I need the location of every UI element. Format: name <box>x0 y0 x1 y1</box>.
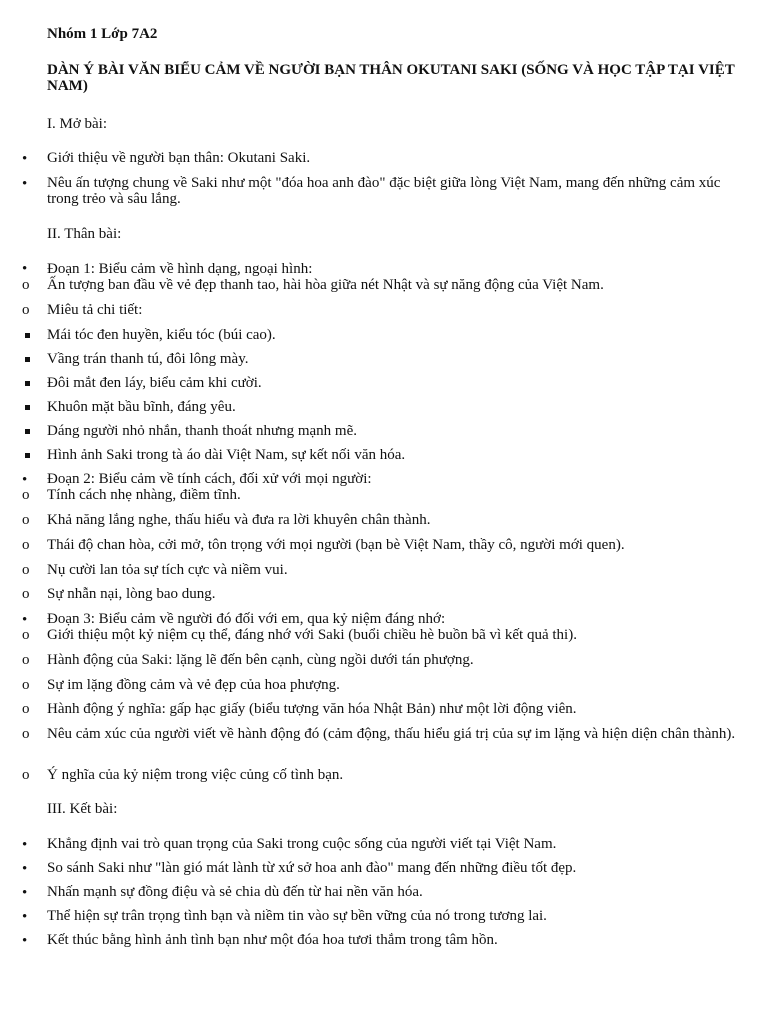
para2-sub-item: Thái độ chan hòa, cởi mở, tôn trọng với mọi người (bạn bè Việt Nam, thầy cô, người mới quen). <box>47 537 625 553</box>
bullet-disc-marker <box>22 472 36 488</box>
para3-sub-item: Nêu cảm xúc của người viết về hành động đó (cảm động, thấu hiểu giá trị của sự im lặng và hiện diện chân thành). <box>47 726 736 742</box>
para1-sub-item: Ấn tượng ban đầu về vẻ đẹp thanh tao, hài hòa giữa nét Nhật và sự năng động của Việt Nam. <box>47 277 604 293</box>
section-heading-intro: I. Mở bài: <box>47 116 108 132</box>
bullet-circle-marker <box>22 726 36 742</box>
bullet-disc-marker <box>22 861 36 877</box>
para3-sub-item: Ý nghĩa của kỷ niệm trong việc củng cố tình bạn. <box>47 767 344 783</box>
conclusion-item: Nhấn mạnh sự đồng điệu và sẻ chia dù đến từ hai nền văn hóa. <box>47 884 423 900</box>
bullet-disc-marker <box>22 933 36 949</box>
conclusion-item: Khẳng định vai trò quan trọng của Saki trong cuộc sống của người viết tại Việt Nam. <box>47 836 557 852</box>
para1-detail: Mái tóc đen huyền, kiểu tóc (búi cao). <box>47 327 276 343</box>
bullet-circle-marker <box>22 586 36 602</box>
para2-sub-item: Khả năng lắng nghe, thấu hiểu và đưa ra lời khuyên chân thành. <box>47 512 431 528</box>
para3-sub-item: Sự im lặng đồng cảm và vẻ đẹp của hoa phượng. <box>47 677 340 693</box>
section-heading-body: II. Thân bài: <box>47 226 122 242</box>
para2-label: Đoạn 2: Biểu cảm về tính cách, đối xử với mọi người: <box>47 471 372 487</box>
bullet-square-marker <box>25 333 30 338</box>
bullet-square-marker <box>25 357 30 362</box>
bullet-square-marker <box>25 453 30 458</box>
para1-label: Đoạn 1: Biểu cảm về hình dạng, ngoại hình: <box>47 261 313 277</box>
bullet-circle-marker <box>22 512 36 528</box>
intro-item: Giới thiệu về người bạn thân: Okutani Saki. <box>47 150 311 166</box>
bullet-circle-marker <box>22 562 36 578</box>
bullet-circle-marker <box>22 677 36 693</box>
para2-sub-item: Tính cách nhẹ nhàng, điềm tĩnh. <box>47 487 241 503</box>
para1-detail: Hình ảnh Saki trong tà áo dài Việt Nam, sự kết nối văn hóa. <box>47 447 406 463</box>
para1-detail: Dáng người nhỏ nhắn, thanh thoát nhưng mạnh mẽ. <box>47 423 357 439</box>
para1-detail: Khuôn mặt bầu bĩnh, đáng yêu. <box>47 399 236 415</box>
conclusion-item: So sánh Saki như "làn gió mát lành từ xứ sở hoa anh đào" mang đến những điều tốt đẹp. <box>47 860 577 876</box>
bullet-square-marker <box>25 405 30 410</box>
bullet-square-marker <box>25 381 30 386</box>
bullet-disc-marker <box>22 909 36 925</box>
bullet-disc-marker <box>22 837 36 853</box>
section-heading-conclusion: III. Kết bài: <box>47 801 118 817</box>
bullet-disc-marker <box>22 176 36 192</box>
bullet-circle-marker <box>22 537 36 553</box>
bullet-disc-marker <box>22 885 36 901</box>
bullet-circle-marker <box>22 767 36 783</box>
bullet-square-marker <box>25 429 30 434</box>
conclusion-item: Kết thúc bằng hình ảnh tình bạn như một đóa hoa tươi thắm trong tâm hồn. <box>47 932 498 948</box>
para1-sub-item: Miêu tả chi tiết: <box>47 302 143 318</box>
bullet-circle-marker <box>22 302 36 318</box>
bullet-disc-marker <box>22 151 36 167</box>
para3-sub-item: Hành động ý nghĩa: gấp hạc giấy (biểu tượng văn hóa Nhật Bản) như một lời động viên. <box>47 701 577 717</box>
group-label: Nhóm 1 Lớp 7A2 <box>47 26 158 42</box>
para3-sub-item: Giới thiệu một kỷ niệm cụ thể, đáng nhớ với Saki (buổi chiều hè buồn bã vì kết quả thi). <box>47 627 577 643</box>
document-title: DÀN Ý BÀI VĂN BIỂU CẢM VỀ NGƯỜI BẠN THÂN OKUTANI SAKI (SỐNG VÀ HỌC TẬP TẠI VIỆT NAM) <box>47 62 735 94</box>
bullet-disc-marker <box>22 612 36 628</box>
bullet-circle-marker <box>22 701 36 717</box>
intro-item: Nêu ấn tượng chung về Saki như một "đóa hoa anh đào" đặc biệt giữa lòng Việt Nam, mang đến những cảm xúc trong trẻo và sâu lắng. <box>47 175 721 207</box>
bullet-circle-marker <box>22 277 36 293</box>
para1-detail: Vầng trán thanh tú, đôi lông mày. <box>47 351 249 367</box>
para2-sub-item: Sự nhẫn nại, lòng bao dung. <box>47 586 216 602</box>
conclusion-item: Thể hiện sự trân trọng tình bạn và niềm tin vào sự bền vững của nó trong tương lai. <box>47 908 547 924</box>
para2-sub-item: Nụ cười lan tỏa sự tích cực và niềm vui. <box>47 562 288 578</box>
para3-sub-item: Hành động của Saki: lặng lẽ đến bên cạnh, cùng ngồi dưới tán phượng. <box>47 652 474 668</box>
para3-label: Đoạn 3: Biểu cảm về người đó đối với em, qua kỷ niệm đáng nhớ: <box>47 611 446 627</box>
bullet-circle-marker <box>22 487 36 503</box>
para1-detail: Đôi mắt đen láy, biểu cảm khi cười. <box>47 375 262 391</box>
bullet-circle-marker <box>22 627 36 643</box>
bullet-circle-marker <box>22 652 36 668</box>
bullet-disc-marker <box>22 261 36 277</box>
